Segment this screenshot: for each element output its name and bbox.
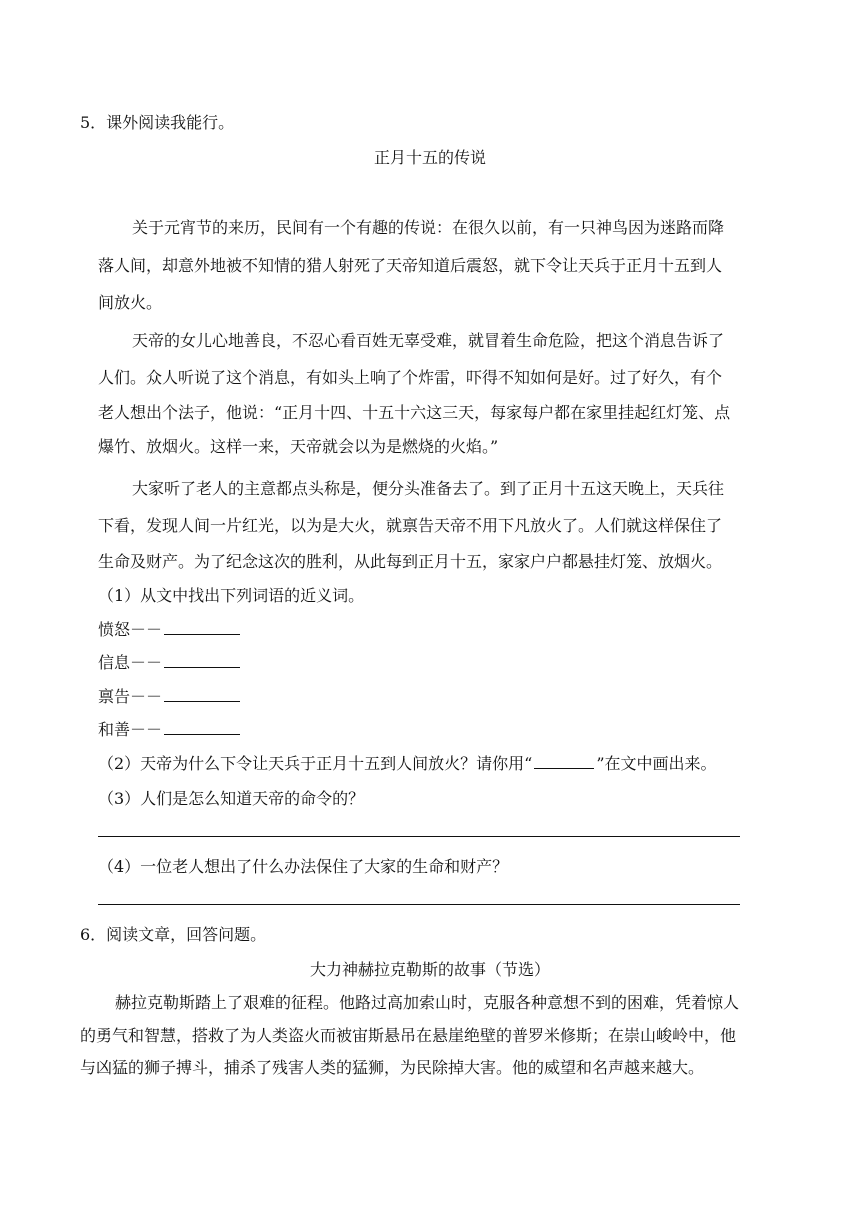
q6-p1-line3: 与凶猛的狮子搏斗，捕杀了残害人类的猛狮，为民除掉大害。他的威望和名声越来越大。 (80, 1058, 705, 1077)
answer-line[interactable] (98, 904, 740, 905)
q5-p2-line2: 人们。众人听说了这个消息，有如头上响了个炸雷，吓得不知如何是好。过了好久，有个 (98, 368, 723, 387)
word-row (98, 687, 240, 707)
q5-sub2-text: （2）天帝为什么下令让天兵于正月十五到人间放火？请你用“ (98, 754, 533, 773)
answer-blank[interactable] (164, 620, 240, 635)
q5-p3-line3: 生命及财产。为了纪念这次的胜利，从此每到正月十五，家家户户都悬挂灯笼、放烟火。 (98, 552, 723, 571)
underline-mark (534, 754, 594, 769)
q5-p2-line1: 天帝的女儿心地善良，不忍心看百姓无辜受难，就冒着生命危险，把这个消息告诉了 (132, 331, 725, 350)
q5-p1-line3: 间放火。 (98, 293, 163, 312)
word-row (98, 653, 240, 673)
q5-heading: 5．课外阅读我能行。 (80, 113, 235, 132)
q6-p1-line2: 的勇气和智慧，搭救了为人类盗火而被宙斯悬吊在悬崖绝壁的普罗米修斯；在崇山峻岭中，他 (80, 1026, 737, 1045)
q5-p3-line1: 大家听了老人的主意都点头称是，便分头准备去了。到了正月十五这天晚上，天兵往 (132, 479, 725, 498)
answer-line[interactable] (98, 836, 740, 837)
word-label: 和善－－ (98, 720, 163, 739)
q5-sub1: （1）从文中找出下列词语的近义词。 (98, 586, 365, 605)
word-row (98, 720, 240, 740)
word-label: 信息－－ (98, 653, 163, 672)
q6-heading: 6．阅读文章，回答问题。 (80, 925, 267, 944)
answer-blank[interactable] (164, 720, 240, 735)
q5-sub3: （3）人们是怎么知道天帝的命令的？ (98, 789, 365, 808)
q5-p2-line3: 老人想出个法子，他说：“正月十四、十五十六这三天，每家每户都在家里挂起红灯笼、点 (98, 403, 731, 422)
answer-blank[interactable] (164, 653, 240, 668)
q5-p1-line2: 落人间，却意外地被不知情的猎人射死了天帝知道后震怒，就下令让天兵于正月十五到人 (98, 256, 723, 275)
word-label: 禀告－－ (98, 687, 163, 706)
q5-passage-title: 正月十五的传说 (373, 148, 486, 167)
word-label: 愤怒－－ (98, 620, 163, 639)
q5-sub4: （4）一位老人想出了什么办法保住了大家的生命和财产？ (98, 857, 509, 876)
q6-p1-line1: 赫拉克勒斯踏上了艰难的征程。他路过高加索山时，克服各种意想不到的困难，凭着惊人 (115, 993, 740, 1012)
answer-blank[interactable] (164, 687, 240, 702)
q5-sub2 (98, 754, 717, 774)
q5-p2-line4: 爆竹、放烟火。这样一来，天帝就会以为是燃烧的火焰。” (98, 437, 499, 456)
q5-p3-line2: 下看，发现人间一片红光，以为是大火，就禀告天帝不用下凡放火了。人们就这样保住了 (98, 516, 723, 535)
q6-passage-title: 大力神赫拉克勒斯的故事（节选） (309, 960, 550, 979)
word-row (98, 620, 240, 640)
q5-p1-line1: 关于元宵节的来历，民间有一个有趣的传说：在很久以前，有一只神鸟因为迷路而降 (132, 218, 725, 237)
q5-sub2-text-end: ”在文中画出来。 (596, 754, 717, 773)
